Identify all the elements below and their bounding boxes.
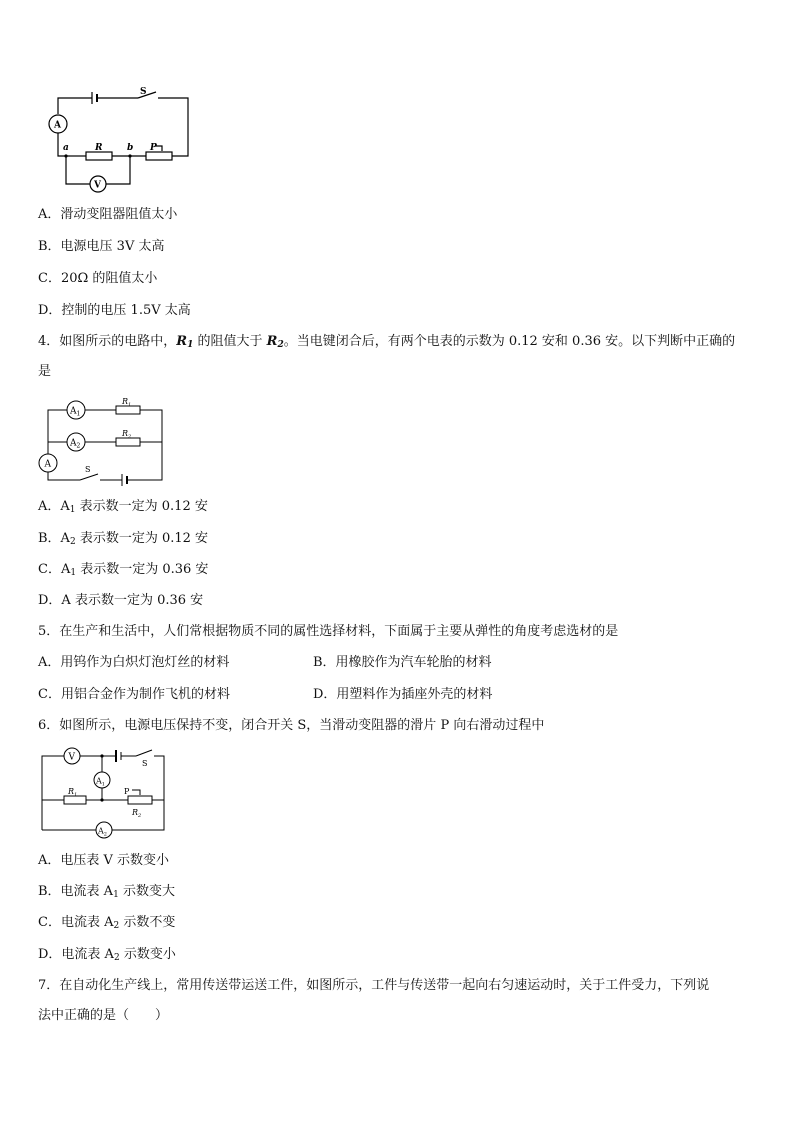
q6-fig-a2-label: $A_2$ — [98, 826, 107, 838]
q3-option-b: B．电源电压 3V 太高 — [38, 239, 165, 254]
q4-fig-r1-label: $R_1$ — [122, 397, 132, 408]
q6-option-b-prefix: B．电流表 A — [38, 884, 114, 899]
q3-fig-p-label: P — [150, 143, 157, 153]
q4-stem-line-2: 是 — [38, 364, 52, 379]
q4-fig-a-label: A — [44, 459, 51, 470]
q6-circuit-diagram — [36, 744, 170, 842]
q4-option-c-sub: 1 — [70, 568, 77, 578]
q4-option-b-text: 表示数一定为 0.12 安 — [75, 531, 209, 546]
q4-option-b-sub: 2 — [69, 537, 76, 547]
q3-fig-node-b-label: b — [127, 143, 134, 153]
q4-option-a-sub: 1 — [69, 505, 76, 515]
q5-option-a: A．用钨作为白炽灯泡灯丝的材料 — [38, 655, 230, 670]
q6-option-b-sub: 1 — [113, 890, 119, 900]
q6-fig-v-label: V — [68, 752, 75, 763]
q6-option-d-sub: 2 — [113, 953, 120, 963]
q7-stem-line-2: 法中正确的是（ ） — [38, 1008, 169, 1023]
q6-fig-a1-label: $A_1$ — [96, 776, 105, 788]
q6-option-d-prefix: D．电流表 A — [38, 947, 114, 962]
q3-circuit-diagram — [44, 84, 194, 196]
q6-fig-r2-label: $R_2$ — [132, 808, 142, 819]
q4-fig-s-label: S — [85, 465, 91, 474]
q3-fig-voltmeter-label: V — [94, 180, 101, 191]
q4-fig-a2-label: $A_2$ — [70, 438, 81, 450]
q5-option-b: B．用橡胶作为汽车轮胎的材料 — [313, 655, 492, 670]
q4-option-a-prefix: A．A — [38, 499, 70, 514]
q6-fig-s-label: S — [142, 759, 148, 768]
q4-stem-r1: R — [176, 334, 188, 349]
q3-fig-ammeter-label: A — [54, 120, 61, 131]
q7-stem-line-1: 7．在自动化生产线上，常用传送带运送工件，如图所示，工件与传送带一起向右匀速运动时，关于工件受力，下列说 — [38, 978, 710, 993]
q3-option-a: A．滑动变阻器阻值太小 — [38, 207, 178, 222]
q3-fig-node-a-label: a — [63, 143, 69, 153]
q6-option-d-text: 示数变小 — [119, 947, 176, 962]
q5-option-d: D．用塑料作为插座外壳的材料 — [313, 687, 493, 702]
q4-option-c-text: 表示数一定为 0.36 安 — [76, 562, 209, 577]
q4-option-b-prefix: B．A — [38, 531, 70, 546]
q4-stem-part-3: 。当电键闭合后，有两个电表的示数为 0.12 安和 0.36 安。以下判断中正确的 — [283, 334, 736, 349]
q4-option-c-prefix: C．A — [38, 562, 71, 577]
q6-fig-r1-label: $R_1$ — [68, 787, 78, 798]
q6-option-c-prefix: C．电流表 A — [38, 915, 114, 930]
q4-option-a — [38, 498, 208, 519]
q4-stem-r2: R — [266, 334, 278, 349]
q6-option-a: A．电压表 V 示数变小 — [38, 853, 170, 868]
q4-option-c — [38, 561, 208, 582]
q6-option-c — [38, 914, 175, 935]
q6-stem: 6．如图所示，电源电压保持不变，闭合开关 S，当滑动变阻器的滑片 P 向右滑动过程中 — [38, 718, 545, 733]
q6-option-d — [38, 946, 176, 967]
q4-stem-r2-sub: 2 — [277, 340, 284, 350]
q4-stem-part-1: 4．如图所示的电路中， — [38, 334, 177, 349]
q4-stem-part-2: 的阻值大于 — [193, 334, 267, 349]
q6-option-b — [38, 883, 175, 904]
q6-fig-p-label: P — [124, 787, 130, 796]
q5-stem: 5．在生产和生活中，人们常根据物质不同的属性选择材料，下面属于主要从弹性的角度考虑选材的是 — [38, 624, 619, 639]
q4-option-d: D．A 表示数一定为 0.36 安 — [38, 593, 204, 608]
q6-option-c-sub: 2 — [113, 921, 120, 931]
q3-option-c: C．20Ω 的阻值太小 — [38, 271, 158, 286]
q4-option-b — [38, 530, 208, 551]
q6-option-c-text: 示数不变 — [119, 915, 176, 930]
q3-option-d: D．控制的电压 1.5V 太高 — [38, 303, 191, 318]
q4-fig-a1-label: $A_1$ — [70, 406, 81, 418]
q4-circuit-diagram — [36, 396, 168, 486]
q3-fig-r-label: R — [95, 143, 103, 153]
q4-stem-r1-sub: 1 — [187, 340, 194, 350]
q5-option-c: C．用铝合金作为制作飞机的材料 — [38, 687, 230, 702]
q4-stem-line-1 — [38, 333, 735, 354]
q6-option-b-text: 示数变大 — [118, 884, 175, 899]
q4-option-a-text: 表示数一定为 0.12 安 — [75, 499, 208, 514]
q3-fig-s-label: S — [140, 87, 147, 97]
q4-fig-r2-label: $R_2$ — [122, 429, 132, 440]
